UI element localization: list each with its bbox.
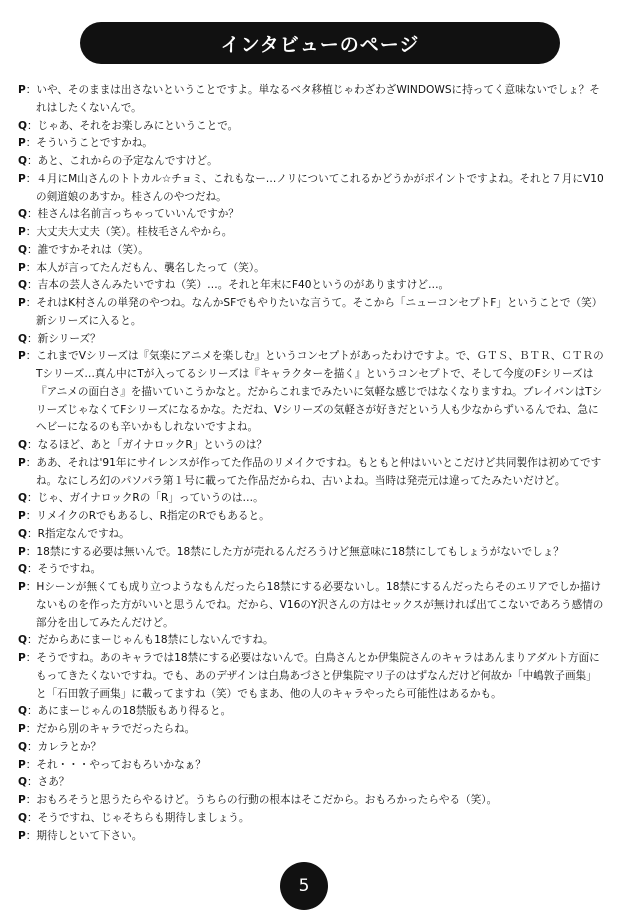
dialogue-text: ：さあ？ xyxy=(27,776,70,789)
speaker-label: Q xyxy=(18,119,28,132)
dialogue-line xyxy=(18,632,604,650)
page-title: インタビューのページ xyxy=(220,33,420,56)
speaker-label: P xyxy=(18,510,26,522)
dialogue-line xyxy=(18,579,604,632)
speaker-label: P xyxy=(18,84,26,96)
page-header-banner xyxy=(80,22,560,64)
dialogue-text: ：そういうことですかね。 xyxy=(25,137,153,150)
speaker-label: Q xyxy=(18,439,28,451)
dialogue-text: ：本人が言ってたんだもん、襲名したって（笑）。 xyxy=(25,261,265,274)
dialogue-line xyxy=(18,224,604,242)
speaker-label: Q xyxy=(18,492,28,505)
speaker-label: Q xyxy=(18,332,28,345)
dialogue-line xyxy=(18,544,604,562)
speaker-label: Q xyxy=(18,563,28,576)
speaker-label: Q xyxy=(18,155,28,167)
dialogue-line xyxy=(18,526,604,544)
dialogue-line xyxy=(18,171,604,207)
speaker-label: P xyxy=(18,456,26,469)
dialogue-text: ：誰ですかそれは（笑）。 xyxy=(27,243,149,256)
speaker-label: P xyxy=(18,226,26,238)
speaker-label: Q xyxy=(18,811,28,824)
dialogue-text: ：新シリーズ？ xyxy=(27,332,101,345)
dialogue-text: ：Hシーンが無くても成り立つようなもんだったら18禁にする必要ないし。18禁にするんだったらそのエリアでしか描けないものを作った方がいいと思うんでね。だから、V16のY沢さんの方はセックスが無ければ出てこないであろう感情の部分を出してみたんだけど。 xyxy=(25,581,604,629)
dialogue-text: ：大丈夫大丈夫（笑）。桂枝毛さんやから。 xyxy=(25,226,233,238)
speaker-label: Q xyxy=(18,776,28,789)
dialogue-text: ：あと、これからの予定なんですけど。 xyxy=(27,155,218,167)
speaker-label: P xyxy=(18,723,26,735)
dialogue-text: ：４月にM山さんのトトカル☆チョミ、これもなー…ノリについてこれるかどうかがポイントですよね。それと７月にV10の剣道娘のあすか。桂さんのやつだね。 xyxy=(25,172,604,203)
dialogue-line xyxy=(18,721,604,739)
dialogue-line xyxy=(18,206,604,224)
dialogue-text: ：おもろそうと思うたらやるけど。うちらの行動の根本はそこだから。おもろかったらやる（笑）。 xyxy=(25,794,498,806)
dialogue-text: ：あにまーじゃんの18禁版もあり得ると。 xyxy=(27,705,232,718)
dialogue-line xyxy=(18,490,604,508)
speaker-label: P xyxy=(18,829,26,842)
dialogue-text: ：それ・・・やっておもろいかなぁ？ xyxy=(25,758,206,771)
dialogue-line xyxy=(18,82,604,118)
dialogue-text: ：なるほど、あと「ガイナロックR」というのは？ xyxy=(27,439,267,451)
speaker-label: P xyxy=(18,545,26,558)
dialogue-text: ：じゃあ、それをお楽しみにということで。 xyxy=(27,119,239,132)
dialogue-line xyxy=(18,810,604,828)
speaker-label: P xyxy=(18,297,26,309)
dialogue-line xyxy=(18,331,604,349)
dialogue-text: ：そうですね、じゃそちらも期待しましょう。 xyxy=(27,811,250,824)
dialogue-line xyxy=(18,118,604,136)
dialogue-line xyxy=(18,242,604,260)
dialogue-text: ：だから別のキャラでだったらね。 xyxy=(25,723,196,735)
speaker-label: Q xyxy=(18,705,28,718)
page-number: 5 xyxy=(298,876,310,896)
speaker-label: Q xyxy=(18,527,28,540)
speaker-label: P xyxy=(18,350,26,363)
speaker-label: P xyxy=(18,794,26,806)
dialogue-text: ：それはK村さんの単発のやつね。なんかSFでもやりたいな言うて。そこから「ニューコンセプトF」ということで（笑）新シリーズに入ると。 xyxy=(25,297,603,327)
dialogue-line xyxy=(18,260,604,278)
dialogue-text: ：だからあにまーじゃんも18禁にしないんですね。 xyxy=(27,634,274,647)
dialogue-text: ：ああ、それは'91年にサイレンスが作ってた作品のリメイクですね。もともと仲はいいとこだけど共同製作は初めてですね。なにしろ幻のパソパラ第１号に載ってた作品だからね、古いよね。当時は発売元は違ってたみたいだけど。 xyxy=(25,456,602,487)
speaker-label: P xyxy=(18,172,26,185)
dialogue-line xyxy=(18,135,604,153)
dialogue-text: ：カレラとか？ xyxy=(27,740,102,753)
dialogue-line xyxy=(18,703,604,721)
dialogue-text: ：そうですね。あのキャラでは18禁にする必要はないんで。白鳥さんとか伊集院さんのキャラはあんまりアダルト方面にもってきたくないですね。でも、あのデザインは白鳥あづさと伊集院マリ子のはずなんだけど何故か「中嶋敦子画集」と「石田敦子画集」に載ってますね（笑）でもまあ、他の人のキャラやったら可能性はあるかも。 xyxy=(25,652,600,700)
dialogue-line xyxy=(18,792,604,810)
speaker-label: Q xyxy=(18,740,28,753)
dialogue-text: ：リメイクのRでもあるし、R指定のRでもあると。 xyxy=(25,510,270,522)
speaker-label: Q xyxy=(18,243,28,256)
speaker-label: P xyxy=(18,652,26,664)
speaker-label: P xyxy=(18,758,26,771)
page-number-badge xyxy=(280,862,328,910)
speaker-label: P xyxy=(18,137,26,150)
dialogue-line xyxy=(18,757,604,775)
speaker-label: P xyxy=(18,261,26,274)
dialogue-line xyxy=(18,828,604,846)
speaker-label: Q xyxy=(18,208,28,221)
dialogue-text: ：期待しといて下さい。 xyxy=(25,829,143,842)
speaker-label: P xyxy=(18,581,26,593)
dialogue-text: ：R指定なんですね。 xyxy=(27,527,130,540)
dialogue-text: ：じゃ、ガイナロックRの「R」っていうのは…。 xyxy=(27,492,264,505)
dialogue-line xyxy=(18,739,604,757)
dialogue-line xyxy=(18,153,604,171)
dialogue-line xyxy=(18,774,604,792)
dialogue-line xyxy=(18,508,604,526)
speaker-label: Q xyxy=(18,634,28,647)
dialogue-line xyxy=(18,455,604,491)
dialogue-text: ：18禁にする必要は無いんで。18禁にした方が売れるんだろうけど無意味に18禁にしてもしょうがないでしょ？ xyxy=(25,545,564,558)
dialogue-text: ：そうですね。 xyxy=(27,563,102,576)
dialogue-line xyxy=(18,348,604,437)
dialogue-text: ：吉本の芸人さんみたいですね（笑）…。それと年末にF40というのがありますけど…。 xyxy=(27,279,450,292)
dialogue-line xyxy=(18,650,604,703)
dialogue-line xyxy=(18,437,604,455)
dialogue-line xyxy=(18,277,604,295)
dialogue-text: ：桂さんは名前言っちゃっていいんですか？ xyxy=(27,208,239,221)
dialogue-line xyxy=(18,295,604,331)
speaker-label: Q xyxy=(18,279,28,292)
interview-dialogue xyxy=(18,82,604,845)
dialogue-text: ：いや、そのままは出さないということですよ。単なるベタ移植じゃわざわざWINDOWSに持ってく意味ないでしょ？それはしたくないんで。 xyxy=(25,84,600,114)
dialogue-text: ：これまでVシリーズは『気楽にアニメを楽しむ』というコンセプトがあったわけですよ。で、ＧＴＳ、ＢＴＲ、ＣＴＲのTシリーズ…真ん中にTが入ってるシリーズは『キャラクターを描く』というコンセプトで、そして今度のFシリーズは『アニメの面白さ』を描いていこうかなと。だからこれまでみたいに気軽な感じではなくなりますね。ブレイバンはTシリーズじゃなくてFシリーズになるかな。ただね、Vシリーズの気軽さが好きだという人も少なからずいるんでね、急にヘビーになるのも辛いかもしれないですよね。 xyxy=(25,350,604,434)
dialogue-line xyxy=(18,561,604,579)
